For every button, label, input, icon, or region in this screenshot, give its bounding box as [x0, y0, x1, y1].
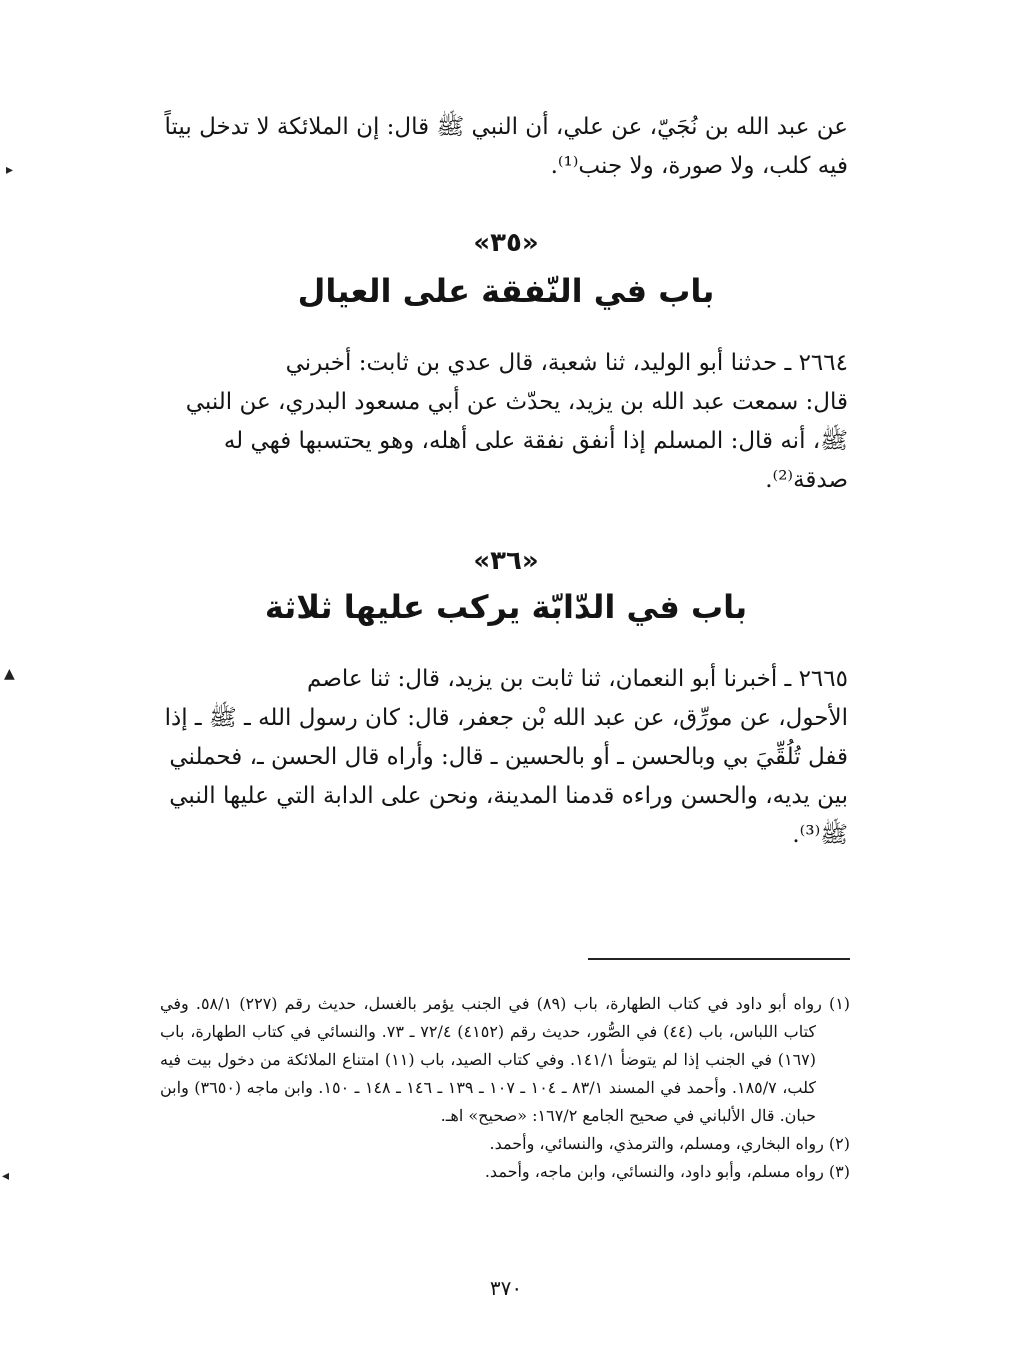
footnote-number: (١): [828, 994, 851, 1013]
top-paragraph: [160, 108, 848, 186]
text-line: عن عبد الله بن نُجَيّ، عن علي، أن النبي ﷺ قال: إن الملائكة لا تدخل بيتاً: [164, 114, 848, 140]
footnote-line: ٥٨/١. وفي كتاب اللباس، باب (٤٤) في الصُّور، حديث رقم (٤١٥٢) ٧٢/٤ ـ ٧٣.: [160, 994, 817, 1041]
chapter-title: باب في النّفقة على العيال: [297, 272, 715, 310]
footnote-line: ٨٣/١ ـ ١٠٤ ـ ١٠٧ ـ ١٣٩ ـ ١٤٦ ـ ١٤٨ ـ ١٥٠. وابن ماجه (٣٦٥٠) وابن حبان. قال الألباني في: [160, 1078, 816, 1125]
footnote-line: الصيد، باب (١١) امتناع الملائكة من دخول بيت فيه كلب، ١٨٥/٧. وأحمد في المسند: [160, 1050, 817, 1097]
text-line: قفل تُلُقِّيَ بي وبالحسن ـ أو بالحسين ـ قال: وأراه قال الحسن ـ، فحملني: [169, 744, 848, 770]
margin-marker: ◂: [2, 1168, 10, 1184]
text-line: صدقة⁽²⁾.: [765, 467, 848, 493]
footnote-1: [160, 990, 850, 1130]
footnote-line: رواه البخاري، ومسلم، والترمذي، والنسائي، وأحمد.: [489, 1134, 824, 1153]
text-line: ٢٦٦٥ ـ أخبرنا أبو النعمان، ثنا ثابت بن يزيد، قال: ثنا عاصم: [307, 666, 848, 692]
chapter-title: باب في الدّابّة يركب عليها ثلاثة: [264, 588, 748, 626]
hadith-2665: [160, 660, 848, 855]
chapter-number: «٣٦»: [473, 546, 539, 576]
margin-marker: ▸: [6, 162, 14, 178]
footnote-2: [160, 1130, 850, 1158]
page-number: ٣٧٠: [489, 1276, 523, 1300]
margin-marker: ▲: [4, 666, 15, 682]
text-line: الأحول، عن مورِّق، عن عبد الله بْن جعفر، قال: كان رسول الله ـ ﷺ ـ إذا: [164, 705, 848, 731]
footnote-line: رواه مسلم، وأبو داود، والنسائي، وابن ماجه، وأحمد.: [484, 1162, 824, 1181]
footnote-3: [160, 1158, 850, 1186]
text-line: ﷺ، أنه قال: المسلم إذا أنفق نفقة على أهله، وهو يحتسبها فهي له: [223, 428, 848, 454]
chapter-number: «٣٥»: [473, 228, 539, 258]
footnote-line: رواه أبو داود في كتاب الطهارة، باب (٨٩) في الجنب يؤمر بالغسل، حديث رقم (٢٢٧): [239, 994, 822, 1013]
footnote-number: (٣): [828, 1162, 850, 1181]
text-line: قال: سمعت عبد الله بن يزيد، يحدّث عن أبي مسعود البدري، عن النبي: [185, 389, 848, 415]
text-line: فيه كلب، ولا صورة، ولا جنب⁽¹⁾.: [550, 153, 848, 179]
text-line: بين يديه، والحسن وراءه قدمنا المدينة، ونحن على الدابة التي عليها النبي: [169, 783, 848, 809]
hadith-2664: [160, 344, 848, 500]
text-line: ﷺ⁽³⁾.: [792, 822, 848, 848]
footnote-line: والنسائي في كتاب الطهارة، باب (١٦٧) في الجنب إذا لم يتوضأ ١٤١/١. وفي كتاب: [160, 1022, 816, 1069]
footnote-number: (٢): [828, 1134, 850, 1153]
text-line: ٢٦٦٤ ـ حدثنا أبو الوليد، ثنا شعبة، قال عدي بن ثابت: أخبرني: [285, 350, 848, 376]
footnote-line: صحيح الجامع ١٦٧/٢: «صحيح» اهـ.: [440, 1106, 669, 1125]
footnote-separator: [588, 958, 850, 960]
footnotes: [160, 990, 850, 1186]
